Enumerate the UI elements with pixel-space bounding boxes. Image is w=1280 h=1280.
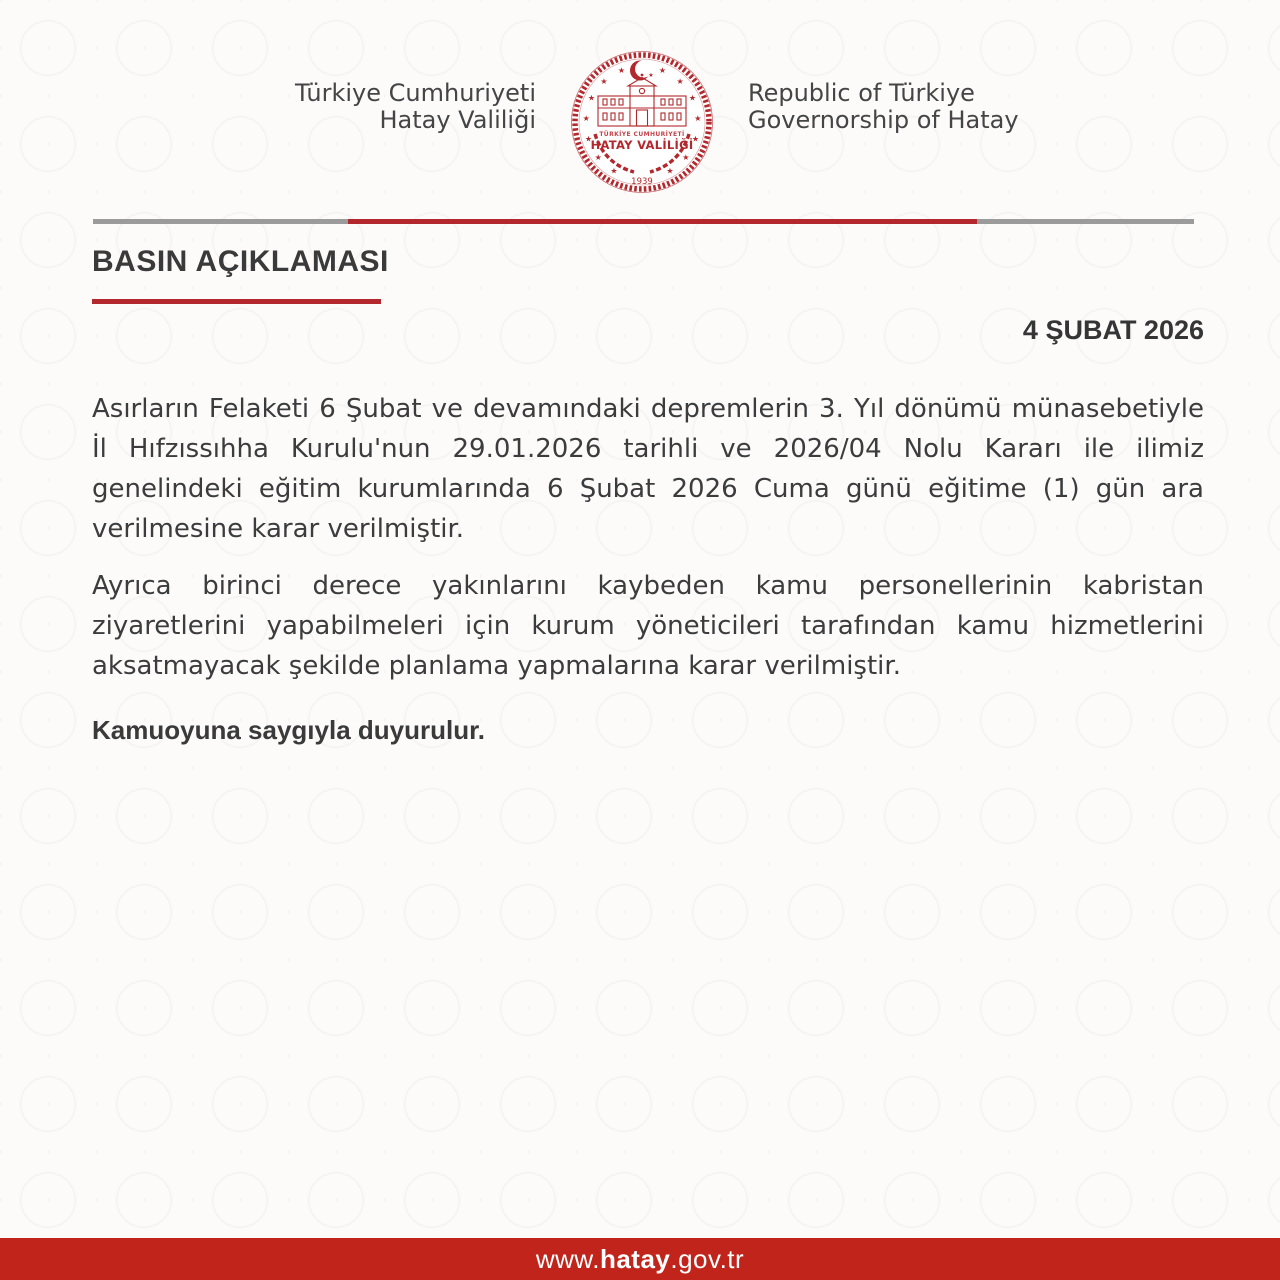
header-title-turkish	[295, 80, 536, 134]
svg-text:★: ★	[584, 134, 593, 144]
title-underline	[92, 299, 381, 304]
footer-url-prefix: www.	[535, 1243, 600, 1274]
header-title-english	[748, 80, 1019, 134]
emblem-year-text: 1939	[631, 177, 653, 187]
svg-text:★: ★	[682, 152, 690, 162]
paragraph-2: Ayrıca birinci derece yakınlarını kaybeden kamu personellerinin kabristan ziyaretlerini yapabilmeleri için kurum yöneticileri tarafından kamu hizmetlerini aksatmayacak şekilde planlama yapmalarına karar verilmiştir.	[92, 571, 1204, 681]
header-turkish-line1: Türkiye Cumhuriyeti	[295, 79, 536, 107]
svg-text:★: ★	[617, 65, 626, 75]
svg-text:★: ★	[691, 134, 700, 144]
footer-url-suffix: .gov.tr	[670, 1243, 745, 1274]
svg-text:★: ★	[666, 166, 674, 176]
footer-url	[536, 1244, 744, 1275]
svg-text:★: ★	[676, 76, 684, 86]
divider-red-segment	[348, 219, 977, 224]
footer-bar	[0, 1238, 1280, 1280]
divider-gray-right-segment	[977, 219, 1194, 224]
svg-text:★: ★	[648, 72, 654, 79]
paragraph-1: Asırların Felaketi 6 Şubat ve devamındaki depremlerin 3. Yıl dönümü münasebetiyle İl Hıfzıssıhha Kurulu'nun 29.01.2026 tarihli ve 2026/04 Nolu Kararı ile ilimiz genelindeki eğitim kurumlarında 6 Şubat 2026 Cuma günü eğitime (1) gün ara verilmesine karar verilmiştir.	[92, 394, 1204, 544]
hatay-governorship-emblem	[570, 50, 714, 194]
header-english-line2: Governorship of Hatay	[748, 106, 1019, 134]
svg-text:★: ★	[600, 76, 608, 86]
header-turkish-line2: Hatay Valiliği	[379, 106, 536, 134]
svg-text:★: ★	[688, 93, 697, 103]
page-title: BASIN AÇIKLAMASI	[92, 245, 389, 278]
press-release-body	[92, 245, 1204, 767]
closing-line: Kamuoyuna saygıyla duyurulur.	[92, 715, 485, 745]
header-divider-line	[93, 219, 1194, 224]
svg-text:★: ★	[594, 152, 602, 162]
svg-text:★: ★	[694, 113, 702, 123]
divider-gray-left-segment	[93, 219, 348, 224]
emblem-seal-icon	[570, 50, 714, 194]
svg-text:★: ★	[582, 113, 590, 123]
header-english-line1: Republic of Türkiye	[748, 79, 975, 107]
svg-text:★: ★	[610, 166, 618, 176]
emblem-country-text: TÜRKİYE CUMHURİYETİ	[599, 131, 685, 138]
svg-text:★: ★	[658, 65, 667, 75]
emblem-name-text: HATAY VALİLİĞİ	[590, 138, 694, 152]
document-date: 4 ŞUBAT 2026	[1022, 315, 1204, 345]
footer-url-domain: hatay	[599, 1243, 671, 1274]
svg-text:★: ★	[587, 93, 596, 103]
